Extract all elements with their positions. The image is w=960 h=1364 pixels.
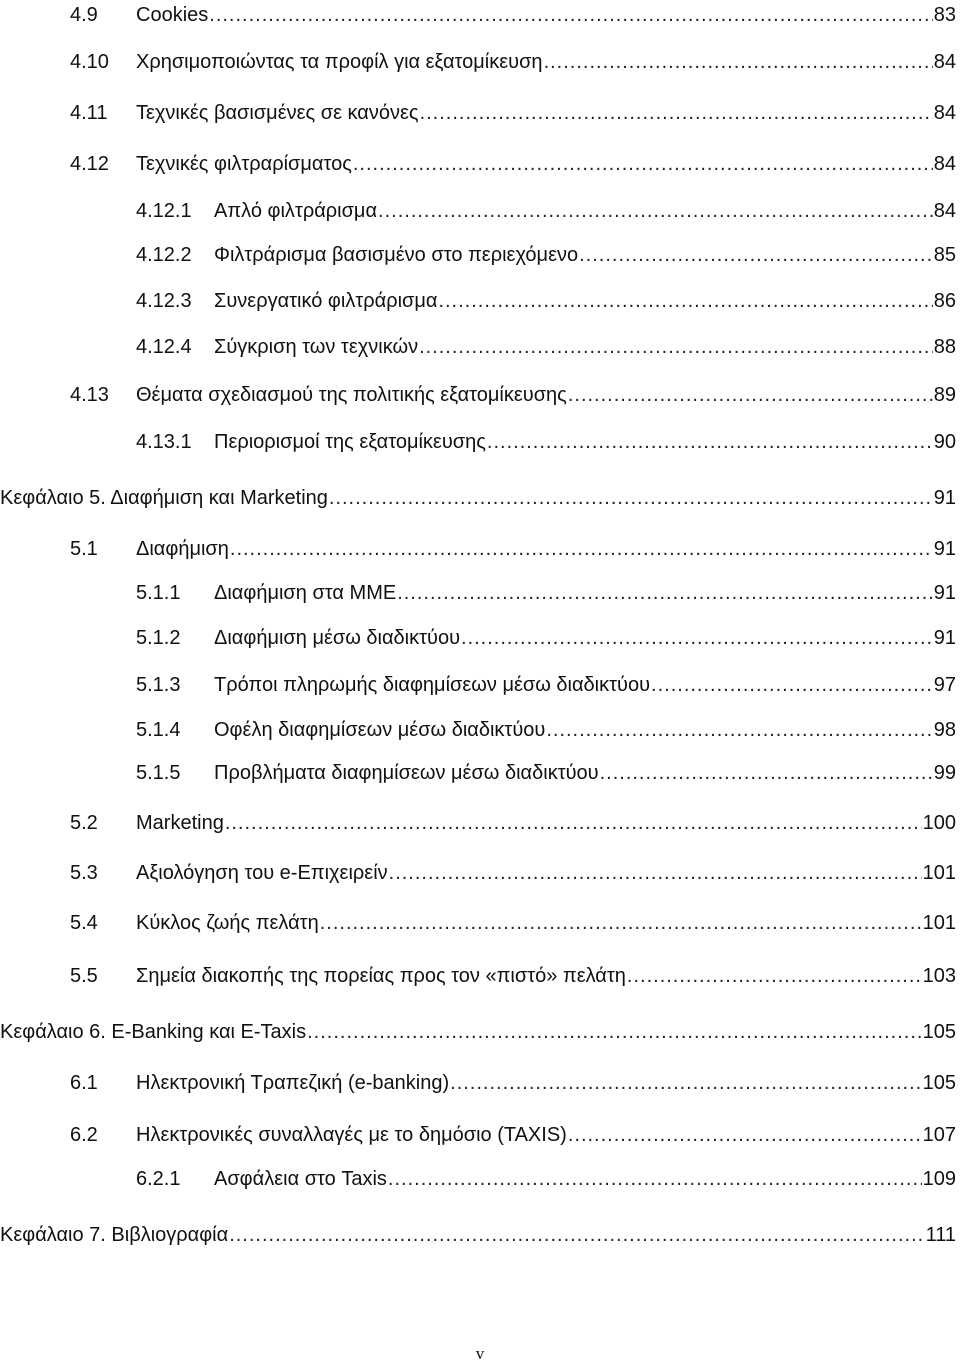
dot-leader bbox=[329, 483, 933, 513]
toc-entry-number: 4.12 bbox=[70, 153, 109, 175]
dot-leader bbox=[627, 961, 922, 991]
toc-entry-number: 4.12.4 bbox=[136, 336, 192, 358]
toc-entry[interactable] bbox=[0, 47, 960, 77]
toc-entry-page: 97 bbox=[933, 674, 956, 696]
toc-entry-line bbox=[136, 0, 956, 30]
toc-entry-title: Θέματα σχεδιασμού της πολιτικής εξατομίκευσης bbox=[136, 384, 567, 406]
toc-entry-title: Ηλεκτρονικές συναλλαγές με το δημόσιο (TAXIS) bbox=[136, 1124, 567, 1146]
toc-entry[interactable] bbox=[0, 1164, 960, 1194]
toc-entry-number: 5.3 bbox=[70, 862, 98, 884]
toc-entry-page: 103 bbox=[922, 965, 956, 987]
toc-entry-line bbox=[136, 534, 956, 564]
toc-entry[interactable] bbox=[0, 715, 960, 745]
toc-entry-title: Σύγκριση των τεχνικών bbox=[214, 336, 419, 358]
toc-entry-page: 111 bbox=[925, 1224, 956, 1246]
toc-entry[interactable] bbox=[0, 98, 960, 128]
toc-entry[interactable] bbox=[0, 961, 960, 991]
toc-entry-page: 86 bbox=[933, 290, 956, 312]
toc-entry-title: Περιορισμοί της εξατομίκευσης bbox=[214, 431, 486, 453]
toc-entry-title: Διαφήμιση στα ΜΜΕ bbox=[214, 582, 397, 604]
dot-leader bbox=[450, 1068, 921, 1098]
toc-entry-title: Αξιολόγηση του e-Επιχειρείν bbox=[136, 862, 388, 884]
toc-entry[interactable] bbox=[0, 623, 960, 653]
toc-entry[interactable] bbox=[0, 196, 960, 226]
toc-entry-title: Χρησιμοποιώντας τα προφίλ για εξατομίκευση bbox=[136, 51, 543, 73]
toc-entry-line bbox=[214, 670, 956, 700]
toc-entry-title: Διαφήμιση bbox=[136, 538, 229, 560]
toc-entry-line bbox=[136, 908, 956, 938]
toc-entry-number: 5.1 bbox=[70, 538, 98, 560]
dot-leader bbox=[579, 240, 933, 270]
toc-entry-number: 4.13 bbox=[70, 384, 109, 406]
toc-entry-number: 4.11 bbox=[70, 102, 108, 124]
toc-entry-page: 99 bbox=[933, 762, 956, 784]
dot-leader bbox=[568, 380, 933, 410]
toc-entry[interactable] bbox=[0, 578, 960, 608]
dot-leader bbox=[229, 1220, 924, 1250]
toc-entry[interactable] bbox=[0, 808, 960, 838]
toc-entry[interactable] bbox=[0, 240, 960, 270]
dot-leader bbox=[389, 858, 922, 888]
toc-entry-number: 5.1.1 bbox=[136, 582, 181, 604]
toc-entry-page: 105 bbox=[922, 1021, 956, 1043]
toc-entry[interactable] bbox=[0, 1017, 960, 1047]
toc-entry[interactable] bbox=[0, 332, 960, 362]
toc-entry-number: 4.9 bbox=[70, 4, 98, 26]
toc-entry-page: 84 bbox=[933, 153, 956, 175]
toc-entry-line bbox=[136, 98, 956, 128]
page-number: v bbox=[475, 1344, 485, 1363]
toc-entry[interactable] bbox=[0, 670, 960, 700]
dot-leader bbox=[209, 0, 932, 30]
toc-entry-number: 4.12.1 bbox=[136, 200, 192, 222]
toc-entry[interactable] bbox=[0, 858, 960, 888]
toc-entry-page: 101 bbox=[922, 862, 956, 884]
dot-leader bbox=[544, 47, 933, 77]
dot-leader bbox=[225, 808, 922, 838]
toc-entry-line bbox=[214, 240, 956, 270]
toc-entry-line bbox=[214, 286, 956, 316]
dot-leader bbox=[307, 1017, 922, 1047]
toc-entry-line bbox=[136, 380, 956, 410]
dot-leader bbox=[600, 758, 933, 788]
dot-leader bbox=[378, 196, 933, 226]
toc-entry-line bbox=[136, 858, 956, 888]
toc-entry-title: Κεφάλαιο 7. Βιβλιογραφία bbox=[0, 1224, 229, 1246]
dot-leader bbox=[438, 286, 932, 316]
toc-entry-title: Ηλεκτρονική Τραπεζική (e-banking) bbox=[136, 1072, 450, 1094]
toc-entry-number: 6.2.1 bbox=[136, 1168, 181, 1190]
toc-entry[interactable] bbox=[0, 483, 960, 513]
dot-leader bbox=[651, 670, 933, 700]
toc-entry-page: 83 bbox=[933, 4, 956, 26]
dot-leader bbox=[419, 332, 933, 362]
toc-entry-number: 5.4 bbox=[70, 912, 98, 934]
toc-entry[interactable] bbox=[0, 758, 960, 788]
toc-entry-number: 6.2 bbox=[70, 1124, 98, 1146]
dot-leader bbox=[397, 578, 933, 608]
toc-entry-line bbox=[136, 808, 956, 838]
toc-entry-line bbox=[214, 623, 956, 653]
toc-entry-line bbox=[214, 332, 956, 362]
toc-entry-title: Κεφάλαιο 5. Διαφήμιση και Marketing bbox=[0, 487, 328, 509]
dot-leader bbox=[230, 534, 933, 564]
toc-entry-title: Σημεία διακοπής της πορείας προς τον «πιστό» πελάτη bbox=[136, 965, 626, 987]
toc-entry-number: 4.10 bbox=[70, 51, 109, 73]
dot-leader bbox=[568, 1120, 922, 1150]
toc-entry-line bbox=[136, 1068, 956, 1098]
toc-entry[interactable] bbox=[0, 1220, 960, 1250]
toc-entry[interactable] bbox=[0, 908, 960, 938]
toc-entry-page: 89 bbox=[933, 384, 956, 406]
toc-entry-title: Φιλτράρισμα βασισμένο στο περιεχόμενο bbox=[214, 244, 579, 266]
toc-entry-page: 90 bbox=[933, 431, 956, 453]
toc-entry-title: Οφέλη διαφημίσεων μέσω διαδικτύου bbox=[214, 719, 546, 741]
toc-entry-number: 5.5 bbox=[70, 965, 98, 987]
toc-entry-line bbox=[136, 47, 956, 77]
toc-entry-number: 5.1.2 bbox=[136, 627, 181, 649]
toc-entry-number: 6.1 bbox=[70, 1072, 98, 1094]
toc-entry-title: Κύκλος ζωής πελάτη bbox=[136, 912, 319, 934]
dot-leader bbox=[461, 623, 933, 653]
toc-entry[interactable] bbox=[0, 1120, 960, 1150]
toc-entry-title: Τεχνικές βασισμένες σε κανόνες bbox=[136, 102, 419, 124]
toc-entry[interactable] bbox=[0, 149, 960, 179]
toc-entry-page: 98 bbox=[933, 719, 956, 741]
toc-entry-title: Διαφήμιση μέσω διαδικτύου bbox=[214, 627, 461, 649]
toc-entry-page: 109 bbox=[922, 1168, 956, 1190]
toc-entry-page: 85 bbox=[933, 244, 956, 266]
toc-entry-line bbox=[0, 483, 956, 513]
toc-entry[interactable] bbox=[0, 380, 960, 410]
toc-entry-title: Cookies bbox=[136, 4, 209, 26]
toc-entry-number: 5.1.4 bbox=[136, 719, 181, 741]
toc-entry-title: Marketing bbox=[136, 812, 224, 834]
toc-entry-page: 84 bbox=[933, 51, 956, 73]
dot-leader bbox=[388, 1164, 922, 1194]
toc-entry-line bbox=[214, 578, 956, 608]
toc-entry-page: 91 bbox=[933, 582, 956, 604]
toc-entry[interactable] bbox=[0, 286, 960, 316]
toc-entry[interactable] bbox=[0, 1068, 960, 1098]
toc-entry-title: Τρόποι πληρωμής διαφημίσεων μέσω διαδικτύου bbox=[214, 674, 651, 696]
toc-entry-title: Κεφάλαιο 6. E-Banking και E-Taxis bbox=[0, 1021, 307, 1043]
toc-entry-line bbox=[136, 1120, 956, 1150]
toc-entry-page: 88 bbox=[933, 336, 956, 358]
toc-entry-page: 101 bbox=[922, 912, 956, 934]
toc-entry-title: Προβλήματα διαφημίσεων μέσω διαδικτύου bbox=[214, 762, 599, 784]
toc-entry-number: 5.2 bbox=[70, 812, 98, 834]
toc-entry-line bbox=[214, 427, 956, 457]
toc-entry-line bbox=[0, 1220, 956, 1250]
dot-leader bbox=[487, 427, 933, 457]
toc-entry-title: Απλό φιλτράρισμα bbox=[214, 200, 378, 222]
toc-entry-page: 91 bbox=[933, 627, 956, 649]
dot-leader bbox=[320, 908, 922, 938]
toc-entry[interactable] bbox=[0, 427, 960, 457]
toc-entry-title: Συνεργατικό φιλτράρισμα bbox=[214, 290, 438, 312]
toc-entry-page: 84 bbox=[933, 102, 956, 124]
toc-entry[interactable] bbox=[0, 0, 960, 30]
toc-entry-line bbox=[214, 196, 956, 226]
toc-entry-page: 105 bbox=[922, 1072, 956, 1094]
toc-entry-page: 100 bbox=[922, 812, 956, 834]
toc-entry-page: 84 bbox=[933, 200, 956, 222]
toc-entry-title: Τεχνικές φιλτραρίσματος bbox=[136, 153, 352, 175]
toc-entry-number: 4.13.1 bbox=[136, 431, 192, 453]
dot-leader bbox=[353, 149, 933, 179]
toc-entry-line bbox=[214, 1164, 956, 1194]
toc-entry-page: 107 bbox=[922, 1124, 956, 1146]
toc-entry-page: 91 bbox=[933, 538, 956, 560]
toc-entry-number: 5.1.5 bbox=[136, 762, 181, 784]
toc-entry-line bbox=[214, 715, 956, 745]
toc-entry-number: 4.12.3 bbox=[136, 290, 192, 312]
toc-entry-line bbox=[214, 758, 956, 788]
toc-entry-page: 91 bbox=[933, 487, 956, 509]
toc-entry[interactable] bbox=[0, 534, 960, 564]
toc-entry-number: 5.1.3 bbox=[136, 674, 181, 696]
dot-leader bbox=[546, 715, 932, 745]
toc-entry-number: 4.12.2 bbox=[136, 244, 192, 266]
toc-entry-line bbox=[0, 1017, 956, 1047]
toc-entry-title: Ασφάλεια στο Taxis bbox=[214, 1168, 387, 1190]
toc-entry-line bbox=[136, 961, 956, 991]
toc-entry-line bbox=[136, 149, 956, 179]
dot-leader bbox=[420, 98, 933, 128]
